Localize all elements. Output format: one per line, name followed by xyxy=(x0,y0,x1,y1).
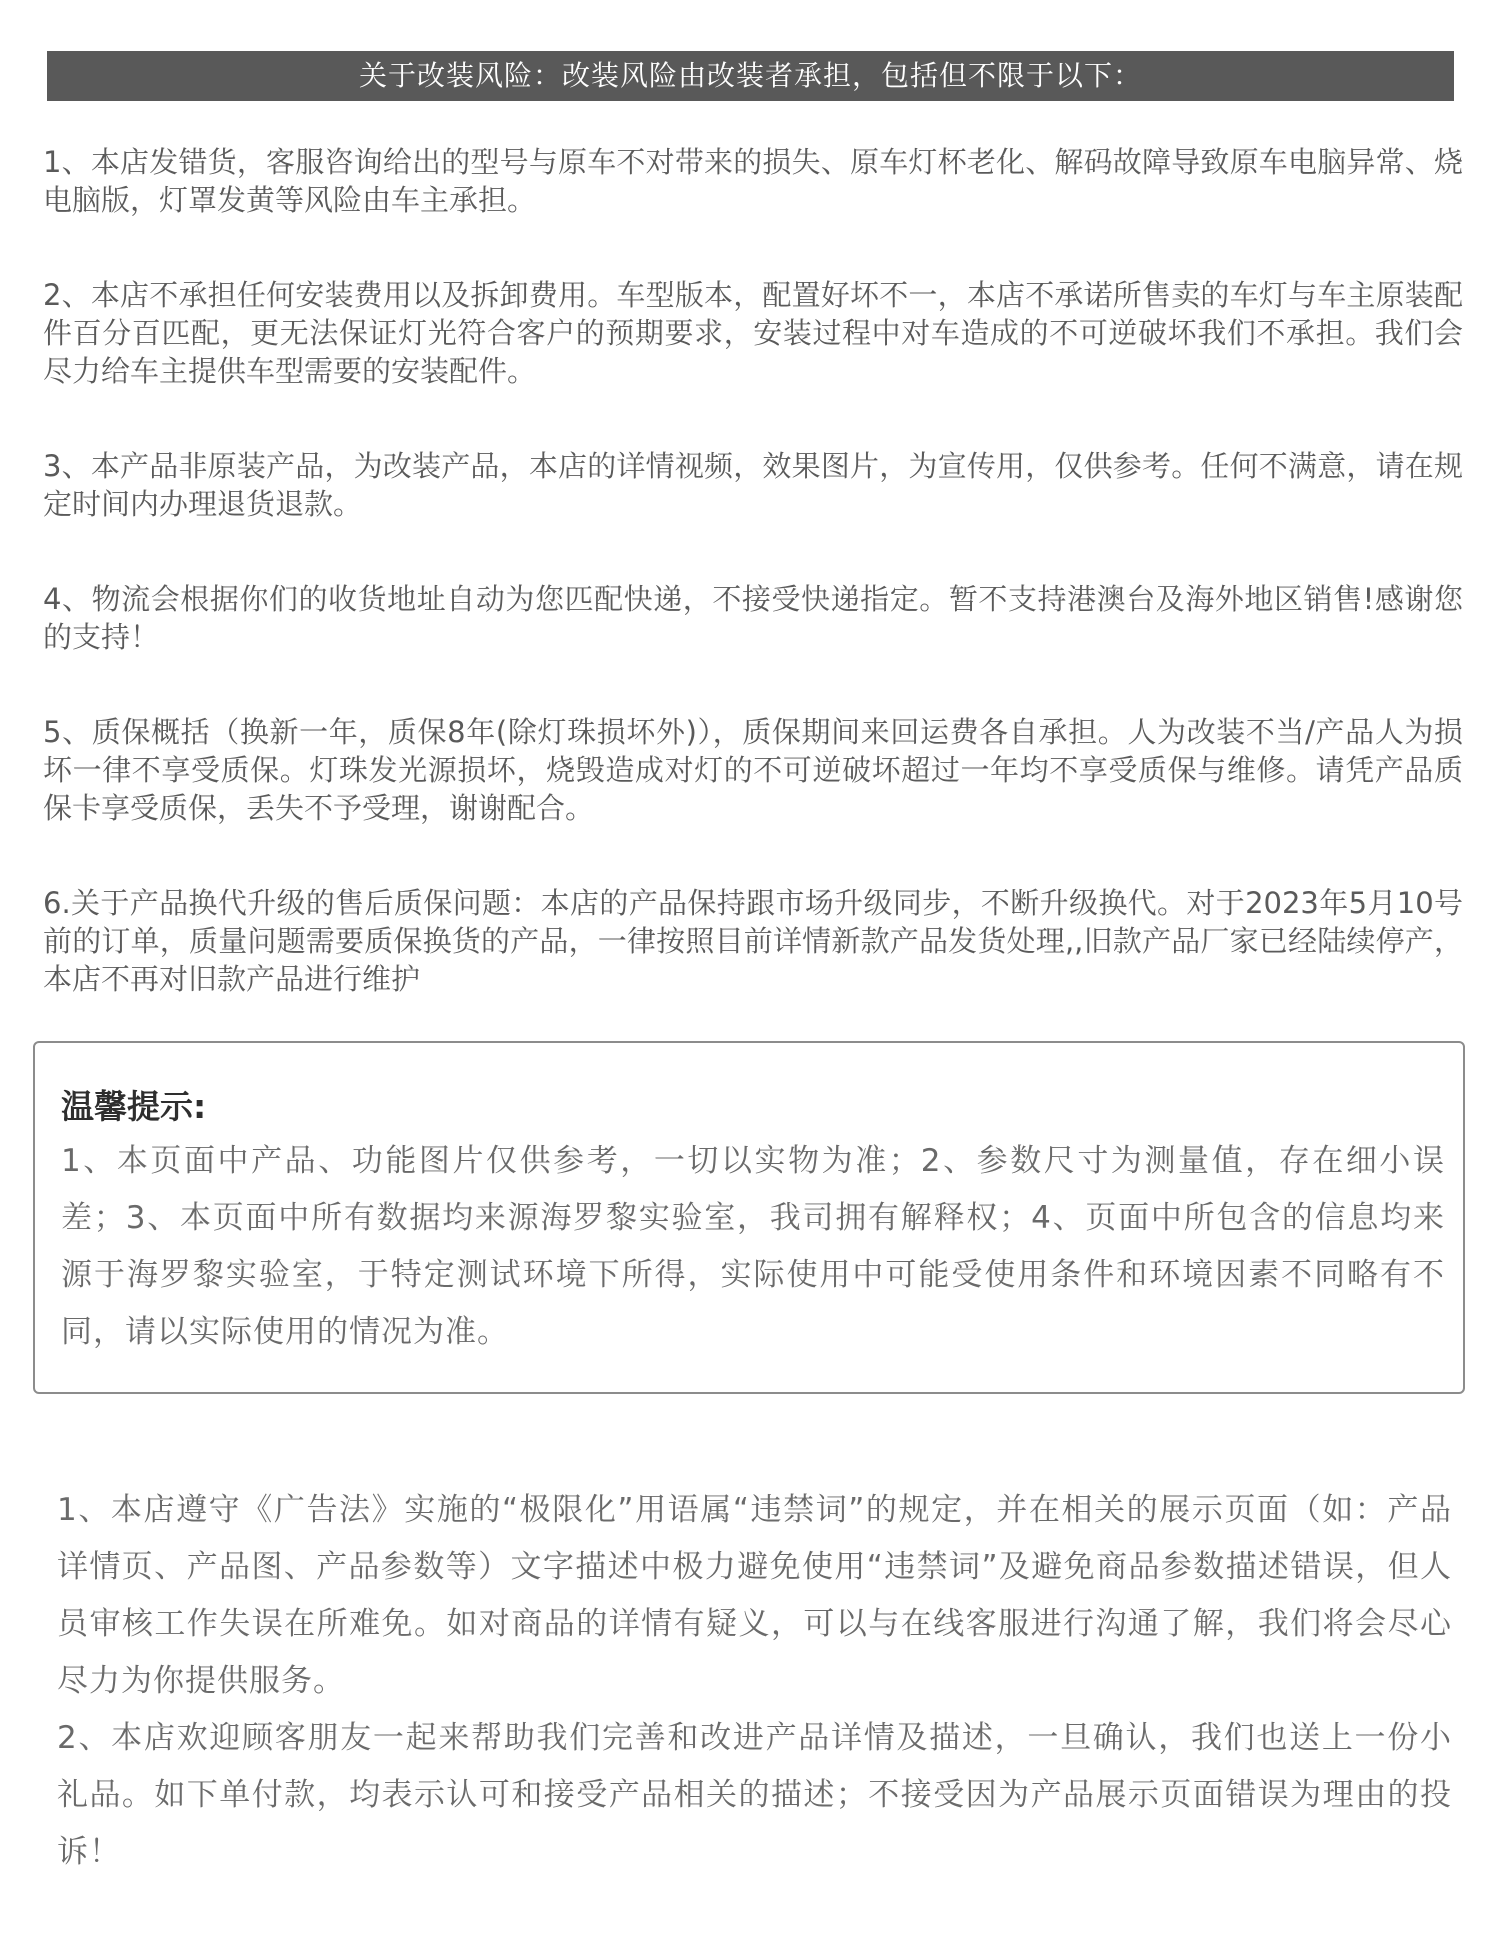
risk-item-3: 3、本产品非原装产品，为改装产品，本店的详情视频，效果图片，为宣传用，仅供参考。任何不满意，请在规定时间内办理退货退款。 xyxy=(43,449,1463,521)
risk-header-bar xyxy=(47,51,1454,101)
risk-list xyxy=(43,143,1463,1055)
tips-text: 1、本页面中产品、功能图片仅供参考，一切以实物为准；2、参数尺寸为测量值，存在细小误差；3、本页面中所有数据均来源海罗黎实验室，我司拥有解释权；4、页面中所包含的信息均来源于海罗黎实验室，于特定测试环境下所得，实际使用中可能受使用条件和环境因素不同略有不同，请以实际使用的情况为准。 xyxy=(61,1143,1445,1350)
risk-item-4: 4、物流会根据你们的收货地址自动为您匹配快递，不接受快递指定。暂不支持港澳台及海外地区销售!感谢您的支持！ xyxy=(43,582,1463,654)
tips-title: 温馨提示: xyxy=(61,1087,207,1126)
notice-block xyxy=(57,1482,1452,1881)
risk-item-2: 2、本店不承担任何安装费用以及拆卸费用。车型版本，配置好坏不一，本店不承诺所售卖的车灯与车主原装配件百分百匹配，更无法保证灯光符合客户的预期要求，安装过程中对车造成的不可逆破坏我们不承担。我们会尽力给车主提供车型需要的安装配件。 xyxy=(43,278,1463,388)
notice-item-2: 2、本店欢迎顾客朋友一起来帮助我们完善和改进产品详情及描述，一旦确认，我们也送上一份小礼品。如下单付款，均表示认可和接受产品相关的描述；不接受因为产品展示页面错误为理由的投诉！ xyxy=(57,1720,1452,1870)
risk-header-title: 关于改装风险：改装风险由改装者承担，包括但不限于以下： xyxy=(358,59,1142,92)
risk-item-1: 1、本店发错货，客服咨询给出的型号与原车不对带来的损失、原车灯杯老化、解码故障导致原车电脑异常、烧电脑版，灯罩发黄等风险由车主承担。 xyxy=(43,145,1463,217)
tips-box xyxy=(33,1041,1465,1394)
risk-item-5: 5、质保概括（换新一年，质保8年(除灯珠损坏外)），质保期间来回运费各自承担。人为改装不当/产品人为损 坏一律不享受质保。灯珠发光源损坏，烧毁造成对灯的不可逆破坏超过一年均不享受质保与维修。请凭产品质保卡享受质保，丢失不予受理，谢谢配合。 xyxy=(43,715,1463,825)
notice-item-1: 1、本店遵守《广告法》实施的“极限化”用语属“违禁词”的规定，并在相关的展示页面（如：产品详情页、产品图、产品参数等）文字描述中极力避免使用“违禁词”及避免商品参数描述错误，但人员审核工作失误在所难免。如对商品的详情有疑义，可以与在线客服进行沟通了解，我们将会尽心尽力为你提供服务。 xyxy=(57,1492,1452,1699)
risk-item-6: 6.关于产品换代升级的售后质保问题：本店的产品保持跟市场升级同步，不断升级换代。对于2023年5月10号前的订单，质量问题需要质保换货的产品，一律按照目前详情新款产品发货处理,,旧款产品厂家已经陆续停产，本店不再对旧款产品进行维护 xyxy=(43,886,1463,996)
